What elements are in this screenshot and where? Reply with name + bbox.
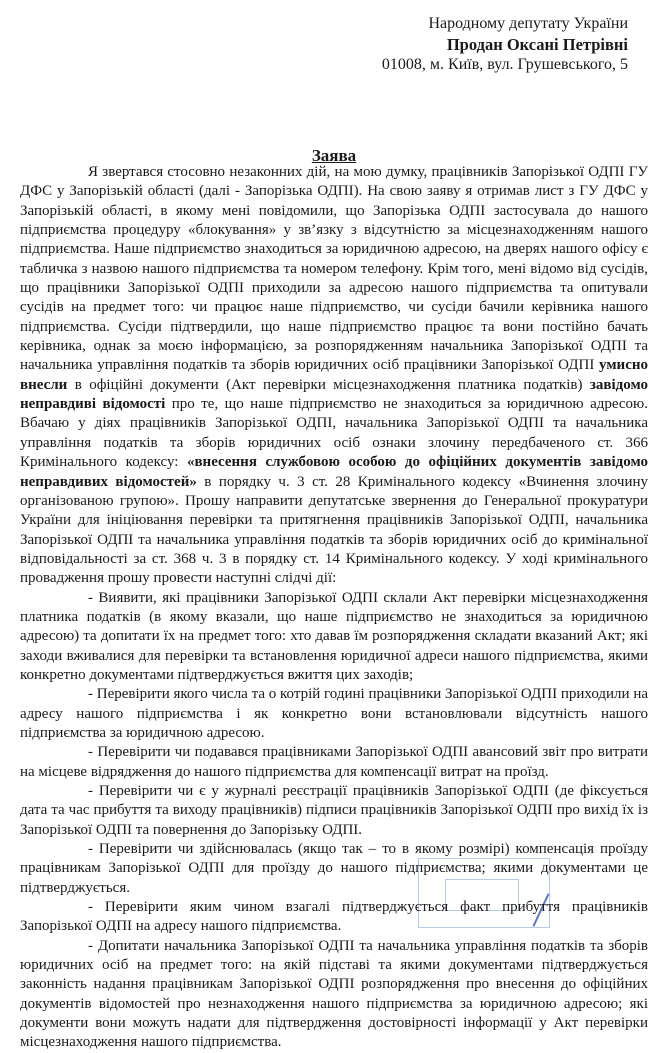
text-segment: в офіційні документи (Акт перевірки місцезнаходження платника податків) — [67, 376, 590, 393]
text-segment: Я звертався стосовно незаконних дій, на мою думку, працівників Запорізької ОДПІ ГУ ДФС у Запорізькій області (далі - Запорізька ОДПІ). На свою заяву я отримав лист з ГУ ДФС у Запорізькій області, в якому мені повідомили, що Запорізька ОДПІ застосувала до нашого підприємства процедуру «блокування» у зв’язку з відсутністю за місцезнаходженням нашого підприємства. Наше підприємство знаходиться за юридичною адресою, на дверях нашого офісу є табличка з назвою нашого підприємства та номером телефону. Крім того, мені відомо від сусідів, що працівники Запорізької ОДПІ приходили за адресою нашого підприємства та опитували сусідів на предмет того: чи працює наше підприємство, чи сусіди бачили керівника нашого підприємства. Сусіди підтвердили, що наше підприємство працює та вони постійно бачать керівника, однак за моєю інформацією, за розпорядженням начальника Запорізької ОДПІ та начальника управління податків та зборів юридичних осіб працівники Запорізької ОДПІ — [20, 164, 648, 374]
bold-segment: «внесення службовою особою до офіційних документів завідомо неправдивих відомостей» — [20, 454, 648, 490]
text-segment: про те, що наше підприємство не знаходиться за юридичною адресою. Вбачаю у діях працівників Запорізької ОДПІ, начальника Запорізької ОДПІ та начальника управління податків та зборів юридичних осіб ознаки злочину передбаченого ст. 366 Кримінального кодексу: — [20, 396, 648, 471]
action-item: - Виявити, які працівники Запорізької ОДПІ склали Акт перевірки місцезнаходження платника податків (в якому вказали, що наше підприємство не знаходиться за юридичною адресою) та допитати їх на предмет того: хто давав їм розпорядження складати вказаний Акт; які заходи вживалися для перевірки та встановлення юридичної адреси нашого підприємства, якими конкретно документами підтверджується вжиття цих заходів; — [20, 589, 648, 683]
addressee-block — [382, 14, 628, 76]
document-title: Заява — [311, 146, 357, 165]
action-item: - Перевірити чи подавався працівниками Запорізької ОДПІ авансовий звіт про витрати на місцеве відрядження до нашого підприємства для компенсації витрат на проїзд. — [20, 744, 648, 780]
action-item: - Допитати начальника Запорізької ОДПІ та начальника управління податків та зборів юридичних осіб на предмет того: на якій підставі та якими документами підтверджується законність надання працівникам Запорізької ОДПІ розпорядження про внесення до офіційних документів відомостей про незнаходження нашого підприємства за юридичною адресою; які документи вони можуть надати для підтвердження достовірності інформації у Акт перевірки місцезнаходження нашого підприємства. — [20, 937, 648, 1051]
addressee-name: Продан Оксані Петрівні — [446, 34, 628, 54]
action-item: - Перевірити якого числа та о котрій годині працівники Запорізької ОДПІ приходили на адресу нашого підприємства і як конкретно вони встановлювали відсутність нашого підприємства за юридичною адресою. — [20, 686, 648, 741]
text-segment: в порядку ч. 3 ст. 28 Кримінального кодексу «Вчинення злочину організованою групою». Прошу направити депутатське звернення до Генеральної прокуратури України для ініціювання перевірки та притягнення працівників Запорізької ОДПІ, начальника Запорізької ОДПІ та начальника управління податків та зборів юридичних осіб до кримінальної відповідальності за ст. 368 ч. 3 в порядку ст. 14 Кримінального кодексу. У ході кримінального провадження прошу провести наступні слідчі дії: — [20, 473, 648, 587]
main-paragraph — [20, 163, 648, 589]
action-item: - Перевірити яким чином взагалі підтверджується факт прибуття працівників Запорізької ОДПІ на адресу нашого підприємства. — [20, 899, 648, 935]
bold-segment: умисно внесли — [20, 357, 648, 393]
action-item: - Перевірити чи здійснювалась (якщо так – то в якому розмірі) компенсація проїзду працівникам Запорізької ОДПІ для проїзду до нашого підприємства; якими документами це підтверджується. — [20, 841, 648, 896]
addressee-title: Народному депутату України — [428, 15, 628, 32]
bold-segment: завідомо неправдиві відомості — [20, 376, 648, 413]
document-body — [20, 163, 648, 1053]
addressee-address: 01008, м. Київ, вул. Грушевського, 5 — [381, 56, 628, 73]
action-item: - Перевірити чи є у журналі реєстрації працівників Запорізької ОДПІ (де фіксується дата та час прибуття та виходу працівників) підписи працівників Запорізької ОДПІ про вихід їх із Запорізької ОДПІ та повернення до Запорізьку ОДПІ. — [20, 783, 648, 838]
